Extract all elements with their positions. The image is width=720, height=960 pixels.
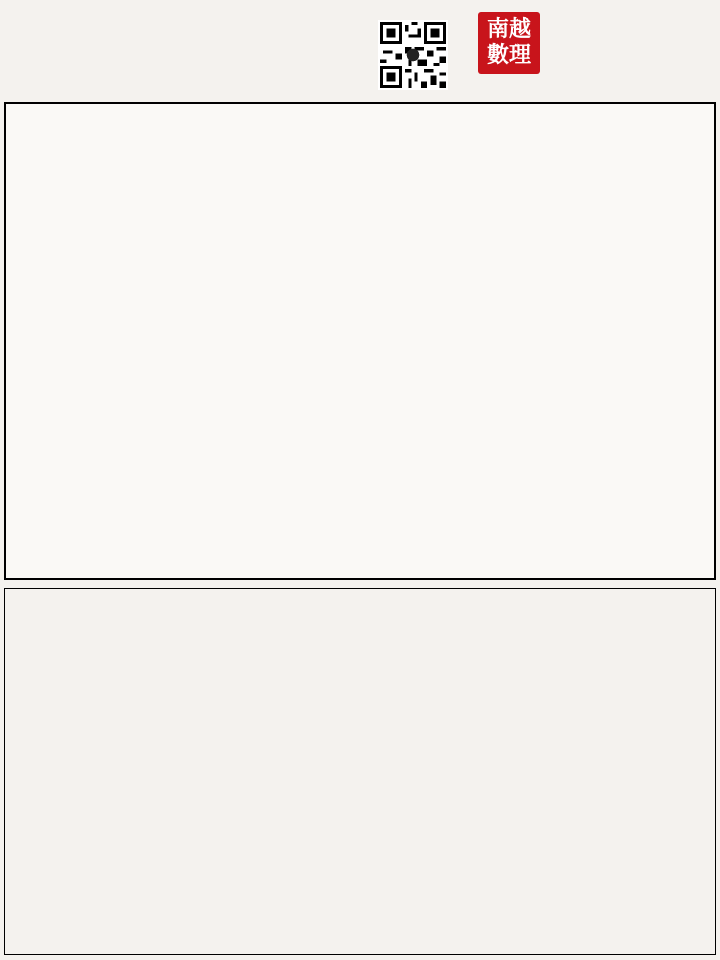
brand-logo [478, 12, 713, 80]
chart-board [4, 102, 716, 580]
seal-stamp-icon: 南越 數理 [478, 12, 540, 74]
yearly-grid [4, 588, 716, 955]
qr-code-icon[interactable] [378, 20, 448, 90]
